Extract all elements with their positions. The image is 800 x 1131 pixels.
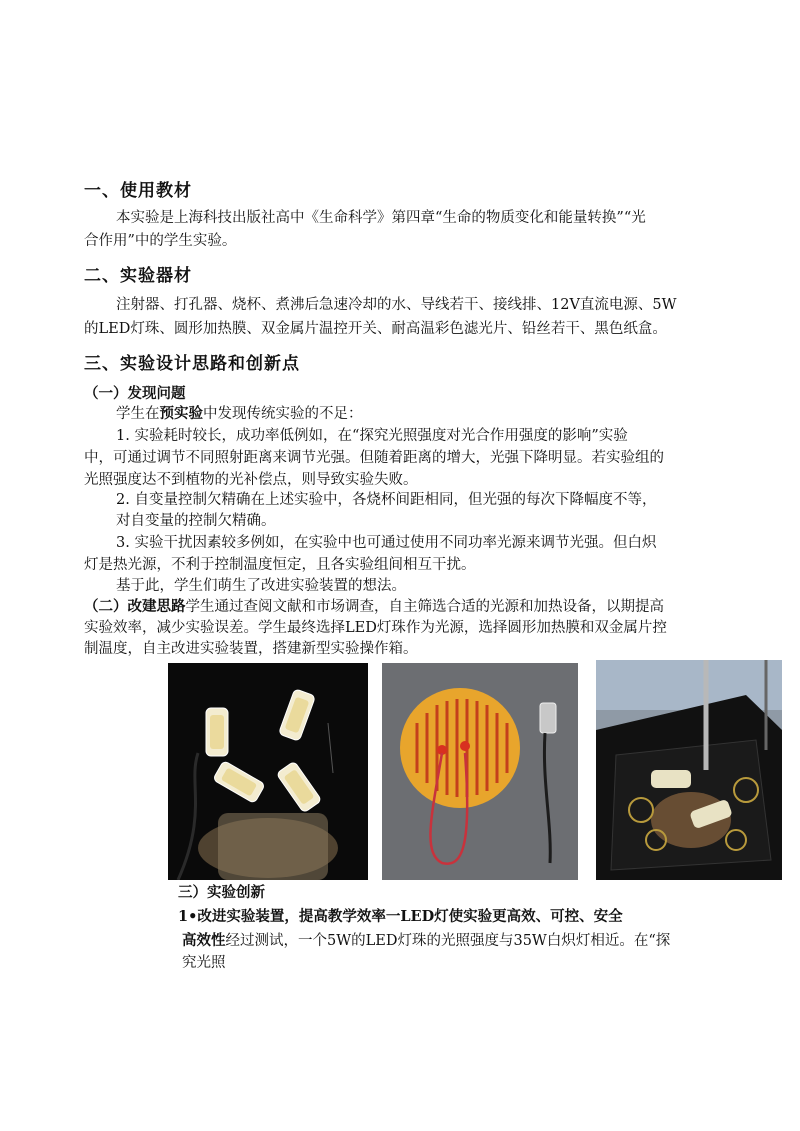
experiment-box-photo (596, 660, 782, 880)
sub3-efficiency-line1: 高效性经过测试，一个5W的LED灯珠的光照强度与35W白炽灯相近。在“探 (182, 932, 671, 949)
section2-body-line2: 的LED灯珠、圆形加热膜、双金属片温控开关、耐高温彩色滤光片、铅丝若干、黑色纸盒。 (84, 321, 667, 337)
sub1-item2-line2: 对自变量的控制欠精确。 (116, 513, 276, 529)
section3-heading: 三、实验设计思路和创新点 (84, 354, 300, 374)
section1-body-line2: 合作用”中的学生实验。 (84, 233, 237, 249)
heating-film-photo (382, 663, 578, 880)
section1-heading: 一、使用教材 (84, 181, 192, 201)
sub1-heading: （一）发现问题 (84, 385, 186, 402)
sub1-item1-line2: 中，可通过调节不同照射距离来调节光强。但随着距离的增大，光强下降明显。若实验组的 (84, 450, 664, 466)
sub1-item3-line1: 3. 实验干扰因素较多例如，在实验中也可通过使用不同功率光源来调节光强。但白炽 (116, 535, 657, 551)
sub2-line2: 实验效率，减少实验误差。学生最终选择LED灯珠作为光源，选择圆形加热膜和双金属片控 (84, 620, 667, 636)
sub1-conclusion: 基于此，学生们萌生了改进实验装置的想法。 (116, 578, 406, 594)
section1-body-line1: 本实验是上海科技出版社高中《生命科学》第四章“生命的物质变化和能量转换”“光 (116, 210, 646, 226)
sub1-item1-line1: 1. 实验耗时较长，成功率低例如，在“探究光照强度对光合作用强度的影响”实验 (116, 428, 628, 444)
sub2-heading: （二）改建思路 (84, 598, 186, 615)
sub2-line1: （二）改建思路学生通过查阅文献和市场调查，自主筛选合适的光源和加热设备，以期提高 (84, 598, 664, 615)
sub3-point1: 1•改进实验装置，提高教学效率一LED灯使实验更高效、可控、安全 (178, 908, 623, 925)
sub3-heading: 三）实验创新 (178, 884, 265, 901)
sub2-line3: 制温度，自主改进实验装置，搭建新型实验操作箱。 (84, 641, 418, 657)
sub3-efficiency-line2: 究光照 (182, 955, 226, 971)
sub1-item1-line3: 光照强度达不到植物的光补偿点，则导致实验失败。 (84, 472, 418, 488)
sub1-item2-line1: 2. 自变量控制欠精确在上述实验中，各烧杯间距相同，但光强的每次下降幅度不等， (116, 492, 657, 508)
section2-body-line1: 注射器、打孔器、烧杯、煮沸后急速冷却的水、导线若干、接线排、12V直流电源、5W (116, 297, 677, 313)
sub1-intro: 学生在预实验中发现传统实验的不足： (116, 405, 363, 422)
section2-heading: 二、实验器材 (84, 266, 192, 286)
led-bulbs-photo (168, 663, 368, 880)
sub1-item3-line2: 灯是热光源，不利于控制温度恒定，且各实验组间相互干扰。 (84, 557, 476, 573)
